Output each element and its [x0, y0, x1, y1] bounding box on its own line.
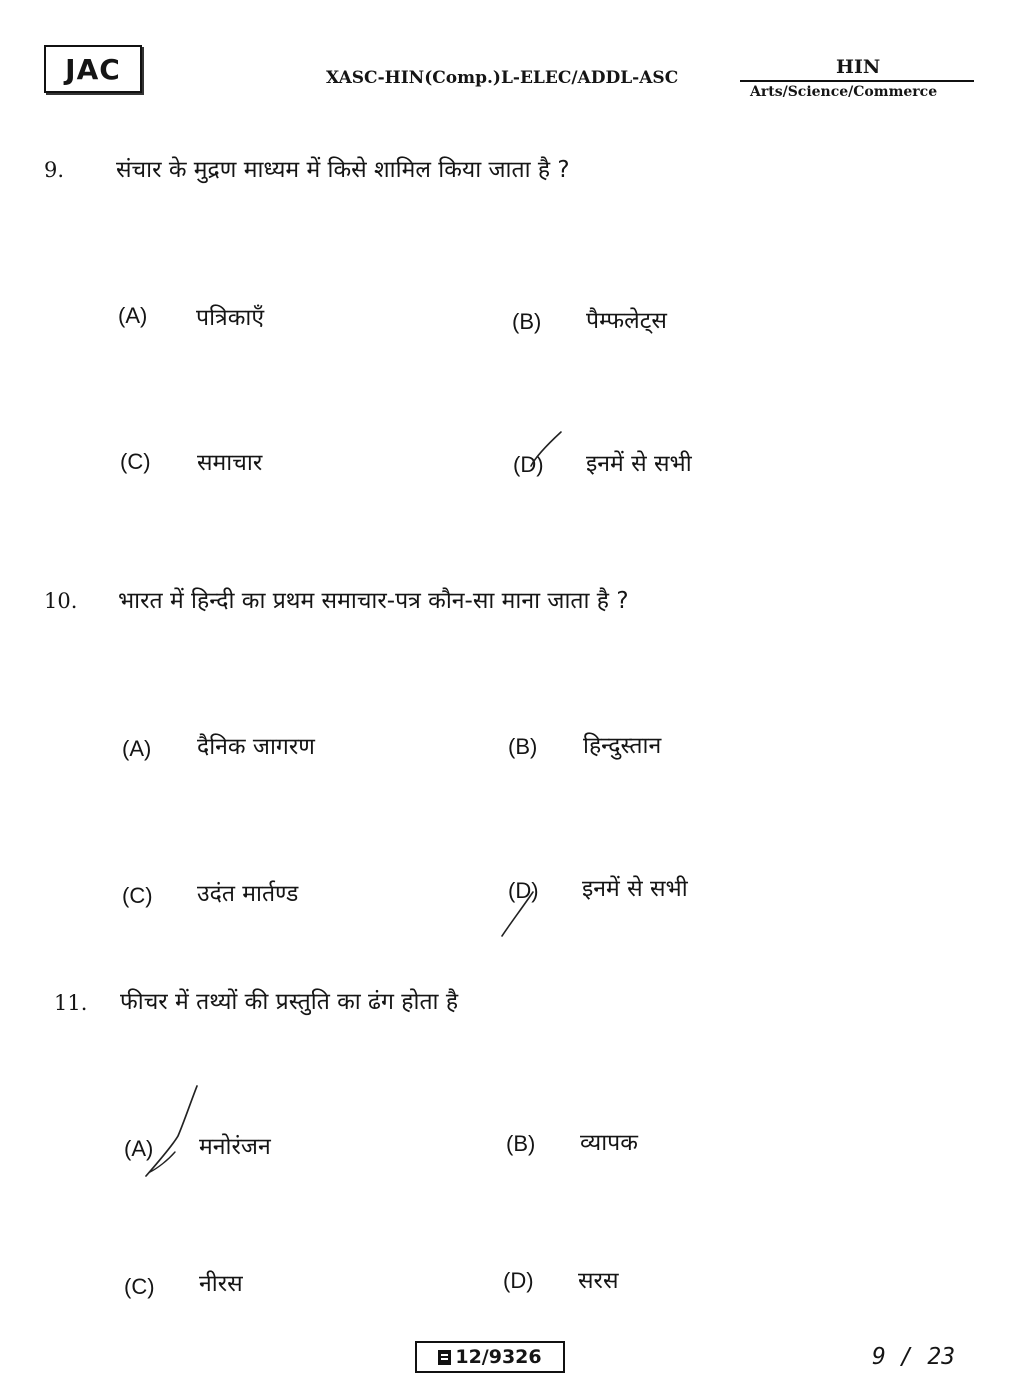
booklet-code [415, 1341, 565, 1373]
q9-option-a-label: (A) [118, 303, 148, 328]
q10-option-c-label: (C) [122, 883, 153, 908]
q10-option-a-text: दैनिक जागरण [197, 734, 315, 760]
q11-option-b-text: व्यापक [580, 1130, 638, 1156]
q9-option-d-label: (D) [513, 452, 544, 477]
paper-code: XASC-HIN(Comp.)L-ELEC/ADDL-ASC [326, 68, 679, 88]
q11-option-a-label: (A) [124, 1136, 154, 1161]
q10-option-a-label: (A) [122, 736, 152, 761]
question-10-number: 10. [44, 589, 78, 613]
question-9-number: 9. [44, 158, 65, 182]
q9-option-b-label: (B) [512, 309, 542, 334]
q9-option-a-text: पत्रिकाएँ [196, 305, 265, 331]
booklet-code-text: 12/9326 [455, 1346, 542, 1368]
q10-option-c-text: उदंत मार्तण्ड [197, 881, 299, 907]
q11-option-d-label: (D) [503, 1268, 534, 1293]
subject-code: HIN [836, 56, 881, 78]
q11-answer-tick-hook [150, 1152, 175, 1172]
question-11-number: 11. [54, 991, 88, 1015]
q10-option-d-text: इनमें से सभी [582, 876, 688, 902]
q11-option-a-text: मनोरंजन [199, 1134, 271, 1160]
q9-option-d-text: इनमें से सभी [586, 451, 692, 477]
q10-option-b-text: हिन्दुस्तान [583, 733, 662, 759]
q11-option-c-text: नीरस [199, 1271, 243, 1297]
q10-option-b-label: (B) [508, 734, 538, 759]
streams-label: Arts/Science/Commerce [750, 84, 938, 100]
q11-option-d-text: सरस [578, 1268, 619, 1294]
page-number: 9 / 23 [872, 1344, 956, 1370]
question-11-text: फीचर में तथ्यों की प्रस्तुति का ढंग होता है [120, 989, 459, 1015]
q10-answer-tick [502, 892, 533, 936]
q9-option-c-label: (C) [120, 449, 151, 474]
q11-option-b-label: (B) [506, 1131, 536, 1156]
document-icon [438, 1350, 451, 1365]
q9-option-c-text: समाचार [197, 450, 263, 476]
q10-option-d-label: (D) [508, 878, 539, 903]
question-9-text: संचार के मुद्रण माध्यम में किसे शामिल किया जाता है ? [116, 157, 570, 183]
q9-option-b-text: पैम्फलेट्स [586, 308, 667, 334]
question-10-text: भारत में हिन्दी का प्रथम समाचार-पत्र कौन-सा माना जाता है ? [118, 588, 629, 614]
jac-logo: JAC [44, 45, 142, 93]
q11-answer-tick [146, 1086, 197, 1176]
q9-answer-tick [531, 432, 561, 466]
q11-option-c-label: (C) [124, 1274, 155, 1299]
